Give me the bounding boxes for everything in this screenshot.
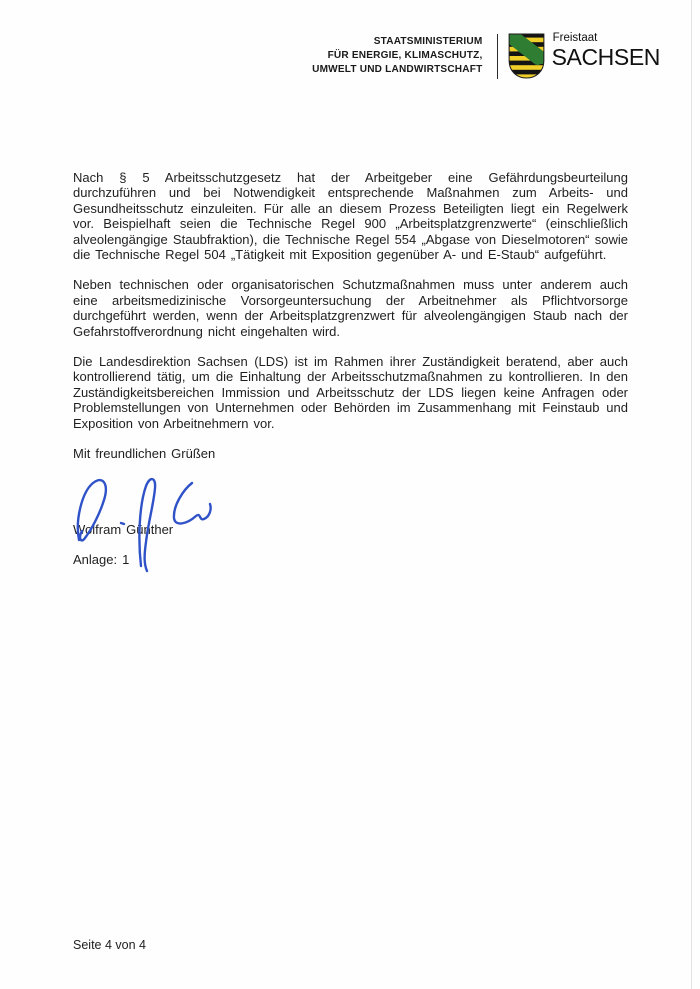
page-number: Seite 4 von 4 bbox=[73, 938, 146, 952]
ministry-line-2: FÜR ENERGIE, KLIMASCHUTZ, bbox=[327, 48, 483, 61]
paragraph-2: Neben technischen oder organisatorischen Schutzmaßnahmen muss unter anderem auch eine arbeitsmedizinische Vorsorgeuntersuchung der Arbeitnehmer als Pflichtvorsorge durchgeführt werden, wenn der Arbeitsplatzgrenzwert für alveolengängigen Staub nach der Gefahrstoffverordnung nicht eingehalten wird. bbox=[73, 277, 628, 339]
paragraph-3: Die Landesdirektion Sachsen (LDS) ist im Rahmen ihrer Zuständigkeit beratend, aber auch kontrollierend tätig, um die Einhaltung der Arbeitsschutzmaßnahmen zu kontrollieren. In den Zuständigkeitsbereichen Immission und Arbeitsschutz der LDS liegen keine Anfragen oder Problemstellungen von Unternehmen oder Behörden im Zusammenhang mit Feinstaub und Exposition von Arbeitnehmern vor. bbox=[73, 354, 628, 431]
ministry-name bbox=[312, 32, 482, 76]
saxony-coat-of-arms-icon bbox=[508, 33, 545, 79]
state-name: SACHSEN bbox=[551, 43, 660, 70]
signer-name: Wolfram Günther bbox=[73, 521, 174, 537]
paragraph-1: Nach § 5 Arbeitsschutzgesetz hat der Arbeitgeber eine Gefährdungsbeurteilung durchzuführen und bei Notwendigkeit entsprechende Maßnahmen zum Arbeits- und Gesundheitsschutz einzuleiten. Für alle an diesem Prozess Beteiligten liegt ein Regelwerk vor. Beispielhaft seien die Technische Regel 900 „Arbeitsplatzgrenzwerte“ (einschließlich alveolengängige Staubfraktion), die Technische Regel 554 „Abgase von Dieselmotoren“ sowie die Technische Regel 504 „Tätigkeit mit Exposition gegenüber A- und E-Staub“ aufgeführt. bbox=[73, 170, 628, 263]
state-label: Freistaat bbox=[552, 32, 598, 44]
letterhead bbox=[305, 32, 660, 79]
attachment-note: Anlage: 1 bbox=[73, 551, 130, 567]
scan-artifact-line bbox=[691, 0, 692, 989]
ministry-line-3: UMWELT UND LANDWIRTSCHAFT bbox=[312, 62, 483, 75]
ministry-line-1: STAATSMINISTERIUM bbox=[373, 35, 483, 47]
state-logo-text bbox=[552, 32, 660, 69]
header-divider bbox=[497, 34, 498, 79]
closing-salutation: Mit freundlichen Grüßen bbox=[73, 446, 216, 462]
handwritten-signature bbox=[65, 468, 225, 573]
letter-body bbox=[73, 170, 628, 567]
